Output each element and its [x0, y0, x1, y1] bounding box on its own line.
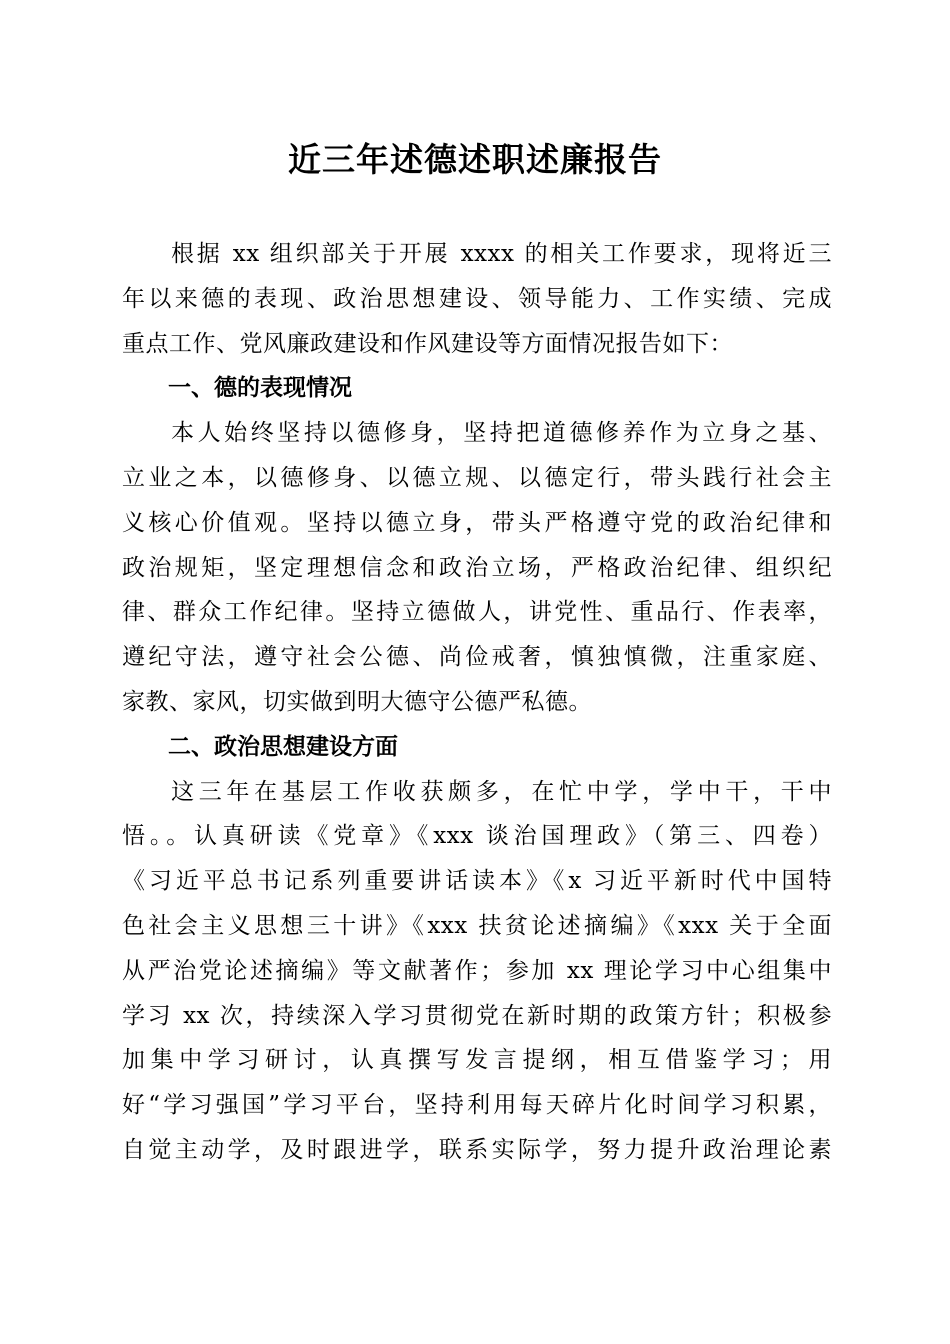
paragraph-line: 加集中学习研讨，认真撰写发言提纲，相互借鉴学习；用 — [122, 1047, 832, 1074]
paragraph-line: 《习近平总书记系列重要讲话读本》《x 习近平新时代中国特 — [122, 868, 832, 895]
paragraph-line: 悟。。认真研读《党章》《xxx 谈治国理政》（第三、四卷） — [122, 823, 832, 850]
paragraph-line: 义核心价值观。坚持以德立身，带头严格遵守党的政治纪律和 — [122, 509, 832, 536]
paragraph-line: 好“学习强国”学习平台，坚持利用每天碎片化时间学习积累， — [122, 1092, 832, 1119]
paragraph-line: 立业之本，以德修身、以德立规、以德定行，带头践行社会主 — [122, 464, 832, 491]
paragraph-line: 学习 xx 次，持续深入学习贯彻党在新时期的政策方针；积极参 — [122, 1002, 832, 1029]
section-heading-political: 二、政治思想建设方面 — [168, 733, 398, 760]
paragraph-line: 律、群众工作纪律。坚持立德做人，讲党性、重品行、作表率， — [122, 599, 832, 626]
document-body — [122, 232, 832, 1173]
paragraph-line: 色社会主义思想三十讲》《xxx 扶贫论述摘编》《xxx 关于全面 — [122, 912, 832, 939]
intro-line: 年以来德的表现、政治思想建设、领导能力、工作实绩、完成 — [122, 285, 832, 312]
document-title: 近三年述德述职述廉报告 — [288, 140, 662, 179]
paragraph-line: 这三年在基层工作收获颇多，在忙中学，学中干，干中 — [171, 778, 832, 805]
section-heading-virtue: 一、德的表现情况 — [168, 375, 352, 402]
paragraph-line: 家教、家风，切实做到明大德守公德严私德。 — [122, 688, 592, 715]
intro-line: 根据 xx 组织部关于开展 xxxx 的相关工作要求，现将近三 — [171, 241, 832, 267]
paragraph-line: 遵纪守法，遵守社会公德、尚俭戒奢，慎独慎微，注重家庭、 — [122, 644, 832, 671]
paragraph-line: 政治规矩，坚定理想信念和政治立场，严格政治纪律、组织纪 — [122, 554, 832, 581]
paragraph-line: 自觉主动学，及时跟进学，联系实际学，努力提升政治理论素 — [122, 1136, 832, 1163]
intro-line: 重点工作、党风廉政建设和作风建设等方面情况报告如下： — [122, 330, 733, 357]
paragraph-line: 本人始终坚持以德修身，坚持把道德修养作为立身之基、 — [171, 420, 832, 447]
paragraph-line: 从严治党论述摘编》等文献著作；参加 xx 理论学习中心组集中 — [122, 957, 832, 984]
